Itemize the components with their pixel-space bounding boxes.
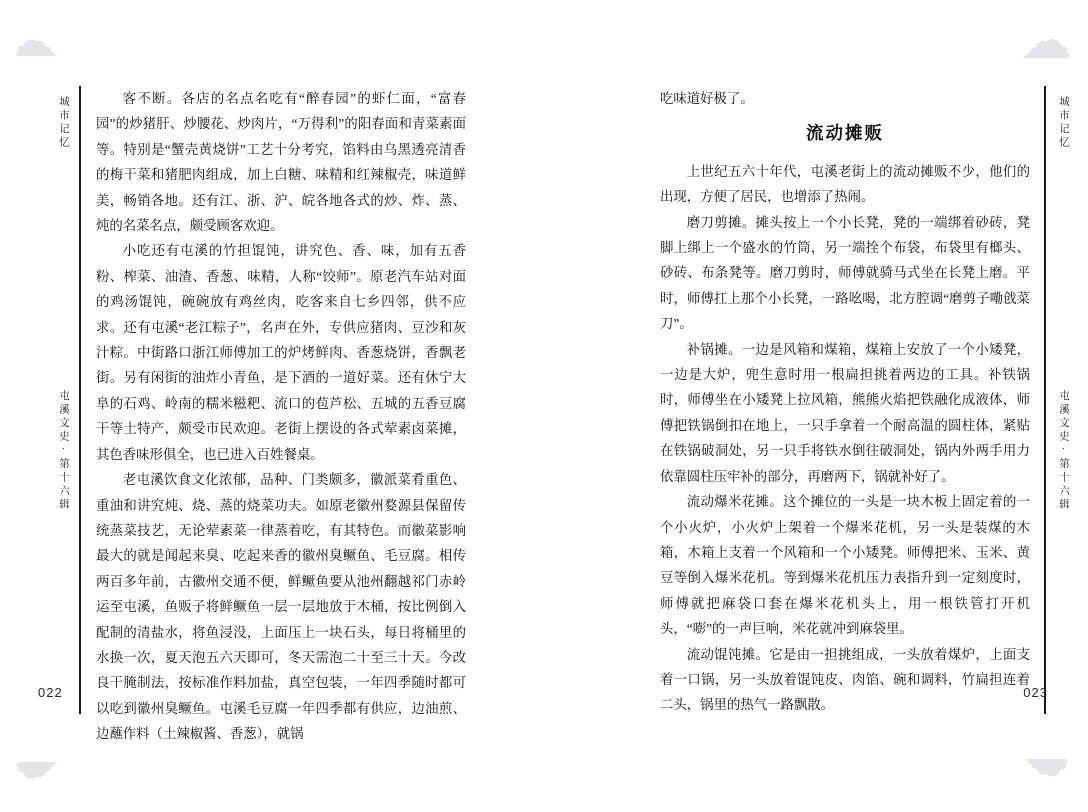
right-page <box>544 0 1088 812</box>
section-title: 流动摊贩 <box>806 123 884 144</box>
page-number-left: 022 <box>38 685 63 700</box>
cloud-ornament-icon: ☁ <box>1022 748 1070 801</box>
cloud-ornament-icon: ☁ <box>14 752 60 803</box>
paragraph: 流动爆米花摊。这个摊位的一头是一块木板上固定着的一个小火炉，小火炉上架着一个爆米花机，另一头是装煤的木箱，木箱上支着一个风箱和一个小矮凳。师傅把米、玉米、黄豆等倒入爆米花机。等到爆米花机压力表指升到一定刻度时，师傅就把麻袋口套在爆米花机头上，用一根铁管打开机头，“嘭”的一声巨响，米花就冲到麻袋里。 <box>660 494 1030 637</box>
running-title-top: 城市记忆 <box>58 96 69 150</box>
paragraph: 补锅摊。一边是风箱和煤箱，煤箱上安放了一个小矮凳，一边是大炉，兜生意时用一根扁担挑着两边的工具。补铁锅时，师傅坐在小矮凳上拉风箱，熊熊火焰把铁融化成液体，师傅把铁锅倒扣在地上，一只手拿着一个耐高温的圆柱体，紧贴在铁锅破洞处，另一只手将铁水倒往破洞处，锅内外两手用力依靠圆柱压牢补的部分，再磨两下，锅就补好了。 <box>660 341 1030 484</box>
paragraph: 小吃还有屯溪的竹担馄饨，讲究色、香、味，加有五香粉、榨菜、油渣、香葱、味精，人称“饺师”。原老汽车站对面的鸡汤馄饨，碗碗放有鸡丝肉，吃客来自七乡四邻，供不应求。还有屯溪“老江粽子”，名声在外，专供应猪肉、豆沙和灰汁粽。中街路口浙江师傅加工的炉烤鲜肉、香葱烧饼，香飘老街。另有闲街的油炸小青鱼，是下酒的一道好菜。还有休宁大阜的石鸡、岭南的糯米糍粑、流口的苞芦松、五城的五香豆腐干等土特产，颇受市民欢迎。老街上摆设的各式荤素卤菜摊，其色香味形俱全，也已进入百姓餐桌。 <box>96 243 466 462</box>
paragraph: 流动馄饨摊。它是由一担挑组成，一头放着煤炉，上面支着一口锅，另一头放着馄饨皮、肉馅、碗和调料，竹扁担连着二头，锅里的热气一路飘散。 <box>660 646 1030 713</box>
paragraph: 磨刀剪摊。摊头按上一个小长凳，凳的一端绑着砂砖，凳脚上绑上一个盛水的竹筒，另一端拴个布袋，布袋里有榔头、砂砖、布条凳等。磨刀剪时，师傅就骑马式坐在长凳上磨。平时，师傅扛上那个小长凳，一路吆喝，北方腔调“磨剪子嘞戗菜刀”。 <box>660 214 1030 332</box>
cloud-ornament-icon: ☁ <box>14 15 60 66</box>
running-title-bottom: 屯溪文史·第十六辑 <box>58 390 69 512</box>
column-rule <box>79 86 81 714</box>
page-number-right: 023 <box>1023 685 1048 700</box>
paragraph: 上世纪五六十年代，屯溪老街上的流动摊贩不少，他们的出现，方便了居民，也增添了热闹。 <box>660 163 1030 205</box>
paragraph-continued: 吃味道好极了。 <box>660 91 754 106</box>
left-page-body <box>96 86 466 747</box>
running-title-bottom: 屯溪文史·第十六辑 <box>1058 390 1069 512</box>
paragraph: 客不断。各店的名点名吃有“醉春园”的虾仁面，“富春园”的炒猪肝、炒腰花、炒肉片，“万得利”的阳春面和青菜素面等。特别是“蟹壳黄烧饼”工艺十分考究，馅料由乌黑透亮清香的梅干菜和猪肥肉组成，加上白糖、味精和红辣椒壳，味道鲜美，畅销各地。还有江、浙、沪、皖各地各式的炒、炸、蒸、炖的名菜名点，颇受顾客欢迎。 <box>96 91 466 234</box>
right-page-body <box>660 86 1030 718</box>
paragraph: 老屯溪饮食文化浓郁，品种、门类颇多，徽派菜肴重色、重油和讲究炖、烧、蒸的烧菜功夫。如原老徽州婺源县保留传统蒸菜技艺，无论荤素菜一律蒸着吃，有其特色。而徽菜影响最大的就是闻起来臭、吃起来香的徽州臭鳜鱼、毛豆腐。相传两百多年前，古徽州交通不便，鲜鳜鱼要从池州翻越祁门赤岭运至屯溪，鱼贩子将鲜鳜鱼一层一层地放于木桶，按比例倒入配制的清盐水，将鱼浸没，上面压上一块石头，每日将桶里的水换一次，夏天泡五六天即可，冬天需泡二十至三十天。今改良干腌制法，按标准作料加盐，真空包装，一年四季随时都可以吃到徽州臭鳜鱼。屯溪毛豆腐一年四季都有供应，边油煎、边蘸作料（土辣椒酱、香葱），就锅 <box>96 472 466 742</box>
running-title-top: 城市记忆 <box>1058 96 1069 150</box>
column-rule <box>1044 86 1046 714</box>
cloud-ornament-icon: ☁ <box>1020 13 1072 70</box>
